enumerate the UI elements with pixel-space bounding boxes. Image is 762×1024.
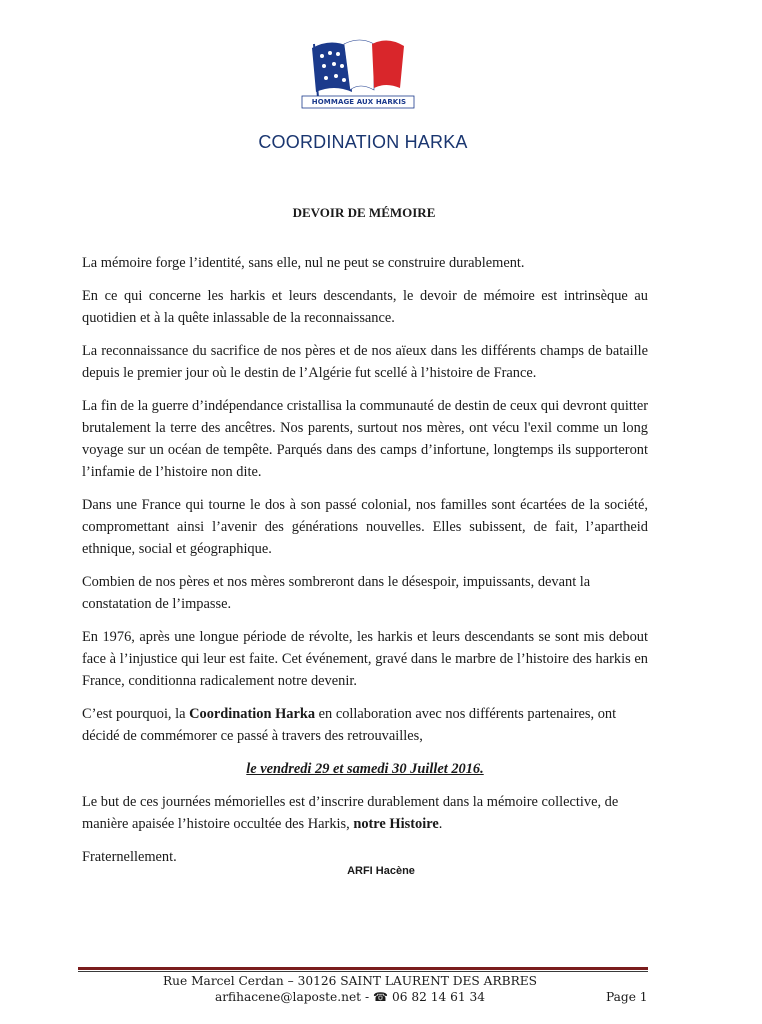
paragraph-2: En ce qui concerne les harkis et leurs descendants, le devoir de mémoire est intrinsèque au quotidien et à la quête inlassable de la reconnaissance.: [82, 288, 648, 326]
paragraph-9: [82, 791, 648, 835]
red-flag: [372, 40, 404, 88]
paragraph-8: [82, 703, 648, 747]
document-title: DEVOIR DE MÉMOIRE: [292, 205, 436, 220]
paragraph-9-start: Le but de ces journées mémorielles est d’inscrire durablement dans la mémoire collective, de manière apaisée l’histoire occultée des Harkis,: [82, 794, 619, 832]
footer-separator: -: [364, 990, 370, 1004]
paragraph-4: La fin de la guerre d’indépendance cristallisa la communauté de destin de ceux qui devront quitter brutalement la terre des ancêtres. Nos parents, surtout nos mères, ont vécu l'exil comme un long voyage sur un océan de tempête. Parqués dans des camps d’infortune, longtemps ils supporteront l’infamie de l’histoire non dite.: [82, 398, 648, 480]
signature: ARFI Hacène: [347, 865, 415, 877]
notre-histoire-bold: notre Histoire: [353, 816, 439, 832]
footer-email: arfihacene@laposte.net: [214, 990, 362, 1004]
paragraph-5: Dans une France qui tourne le dos à son passé colonial, nos familles sont écartées de la société, compromettant ainsi l’avenir des générations nouvelles. Elles subissent, de fait, l’apartheid ethnique, social et géographique.: [82, 497, 648, 557]
footer-phone: 06 82 14 61 34: [392, 990, 486, 1004]
paragraph-1: La mémoire forge l’identité, sans elle, nul ne peut se construire durablement.: [82, 255, 525, 271]
paragraph-8-start: C’est pourquoi, la: [82, 706, 190, 722]
coordination-harka-bold: Coordination Harka: [189, 706, 316, 722]
paragraph-6: Combien de nos pères et nos mères sombreront dans le désespoir, impuissants, devant la constatation de l’impasse.: [82, 574, 591, 612]
organization-title: COORDINATION HARKA: [258, 132, 468, 152]
page-number: Page 1: [606, 990, 648, 1004]
footer-rule-thick: [78, 967, 648, 970]
footer-rule-thin: [78, 971, 648, 972]
event-dates: le vendredi 29 et samedi 30 Juillet 2016.: [246, 761, 484, 777]
footer-address: Rue Marcel Cerdan – 30126 SAINT LAURENT DES ARBRES: [162, 974, 538, 988]
paragraph-9-end: .: [438, 816, 443, 832]
closing: Fraternellement.: [82, 849, 177, 865]
footer-contact: [0, 990, 700, 1004]
paragraph-3: La reconnaissance du sacrifice de nos pères et de nos aïeux dans les différents champs de bataille depuis le premier jour où le destin de l’Algérie fut scellé à l’histoire de France.: [82, 343, 648, 381]
paragraph-7: En 1976, après une longue période de révolte, les harkis et leurs descendants se sont mis debout face à l’injustice qui leur est faite. Cet événement, gravé dans le marbre de l’histoire des harkis en France, conditionna radicalement notre devenir.: [82, 629, 648, 689]
letter-body: [82, 252, 648, 879]
paragraph-8-end: en collaboration avec nos différents partenaires, ont décidé de commémorer ce passé à travers des retrouvailles,: [82, 706, 617, 744]
phone-icon: ☎: [372, 990, 389, 1004]
logo-caption: HOMMAGE AUX HARKIS: [311, 98, 407, 106]
